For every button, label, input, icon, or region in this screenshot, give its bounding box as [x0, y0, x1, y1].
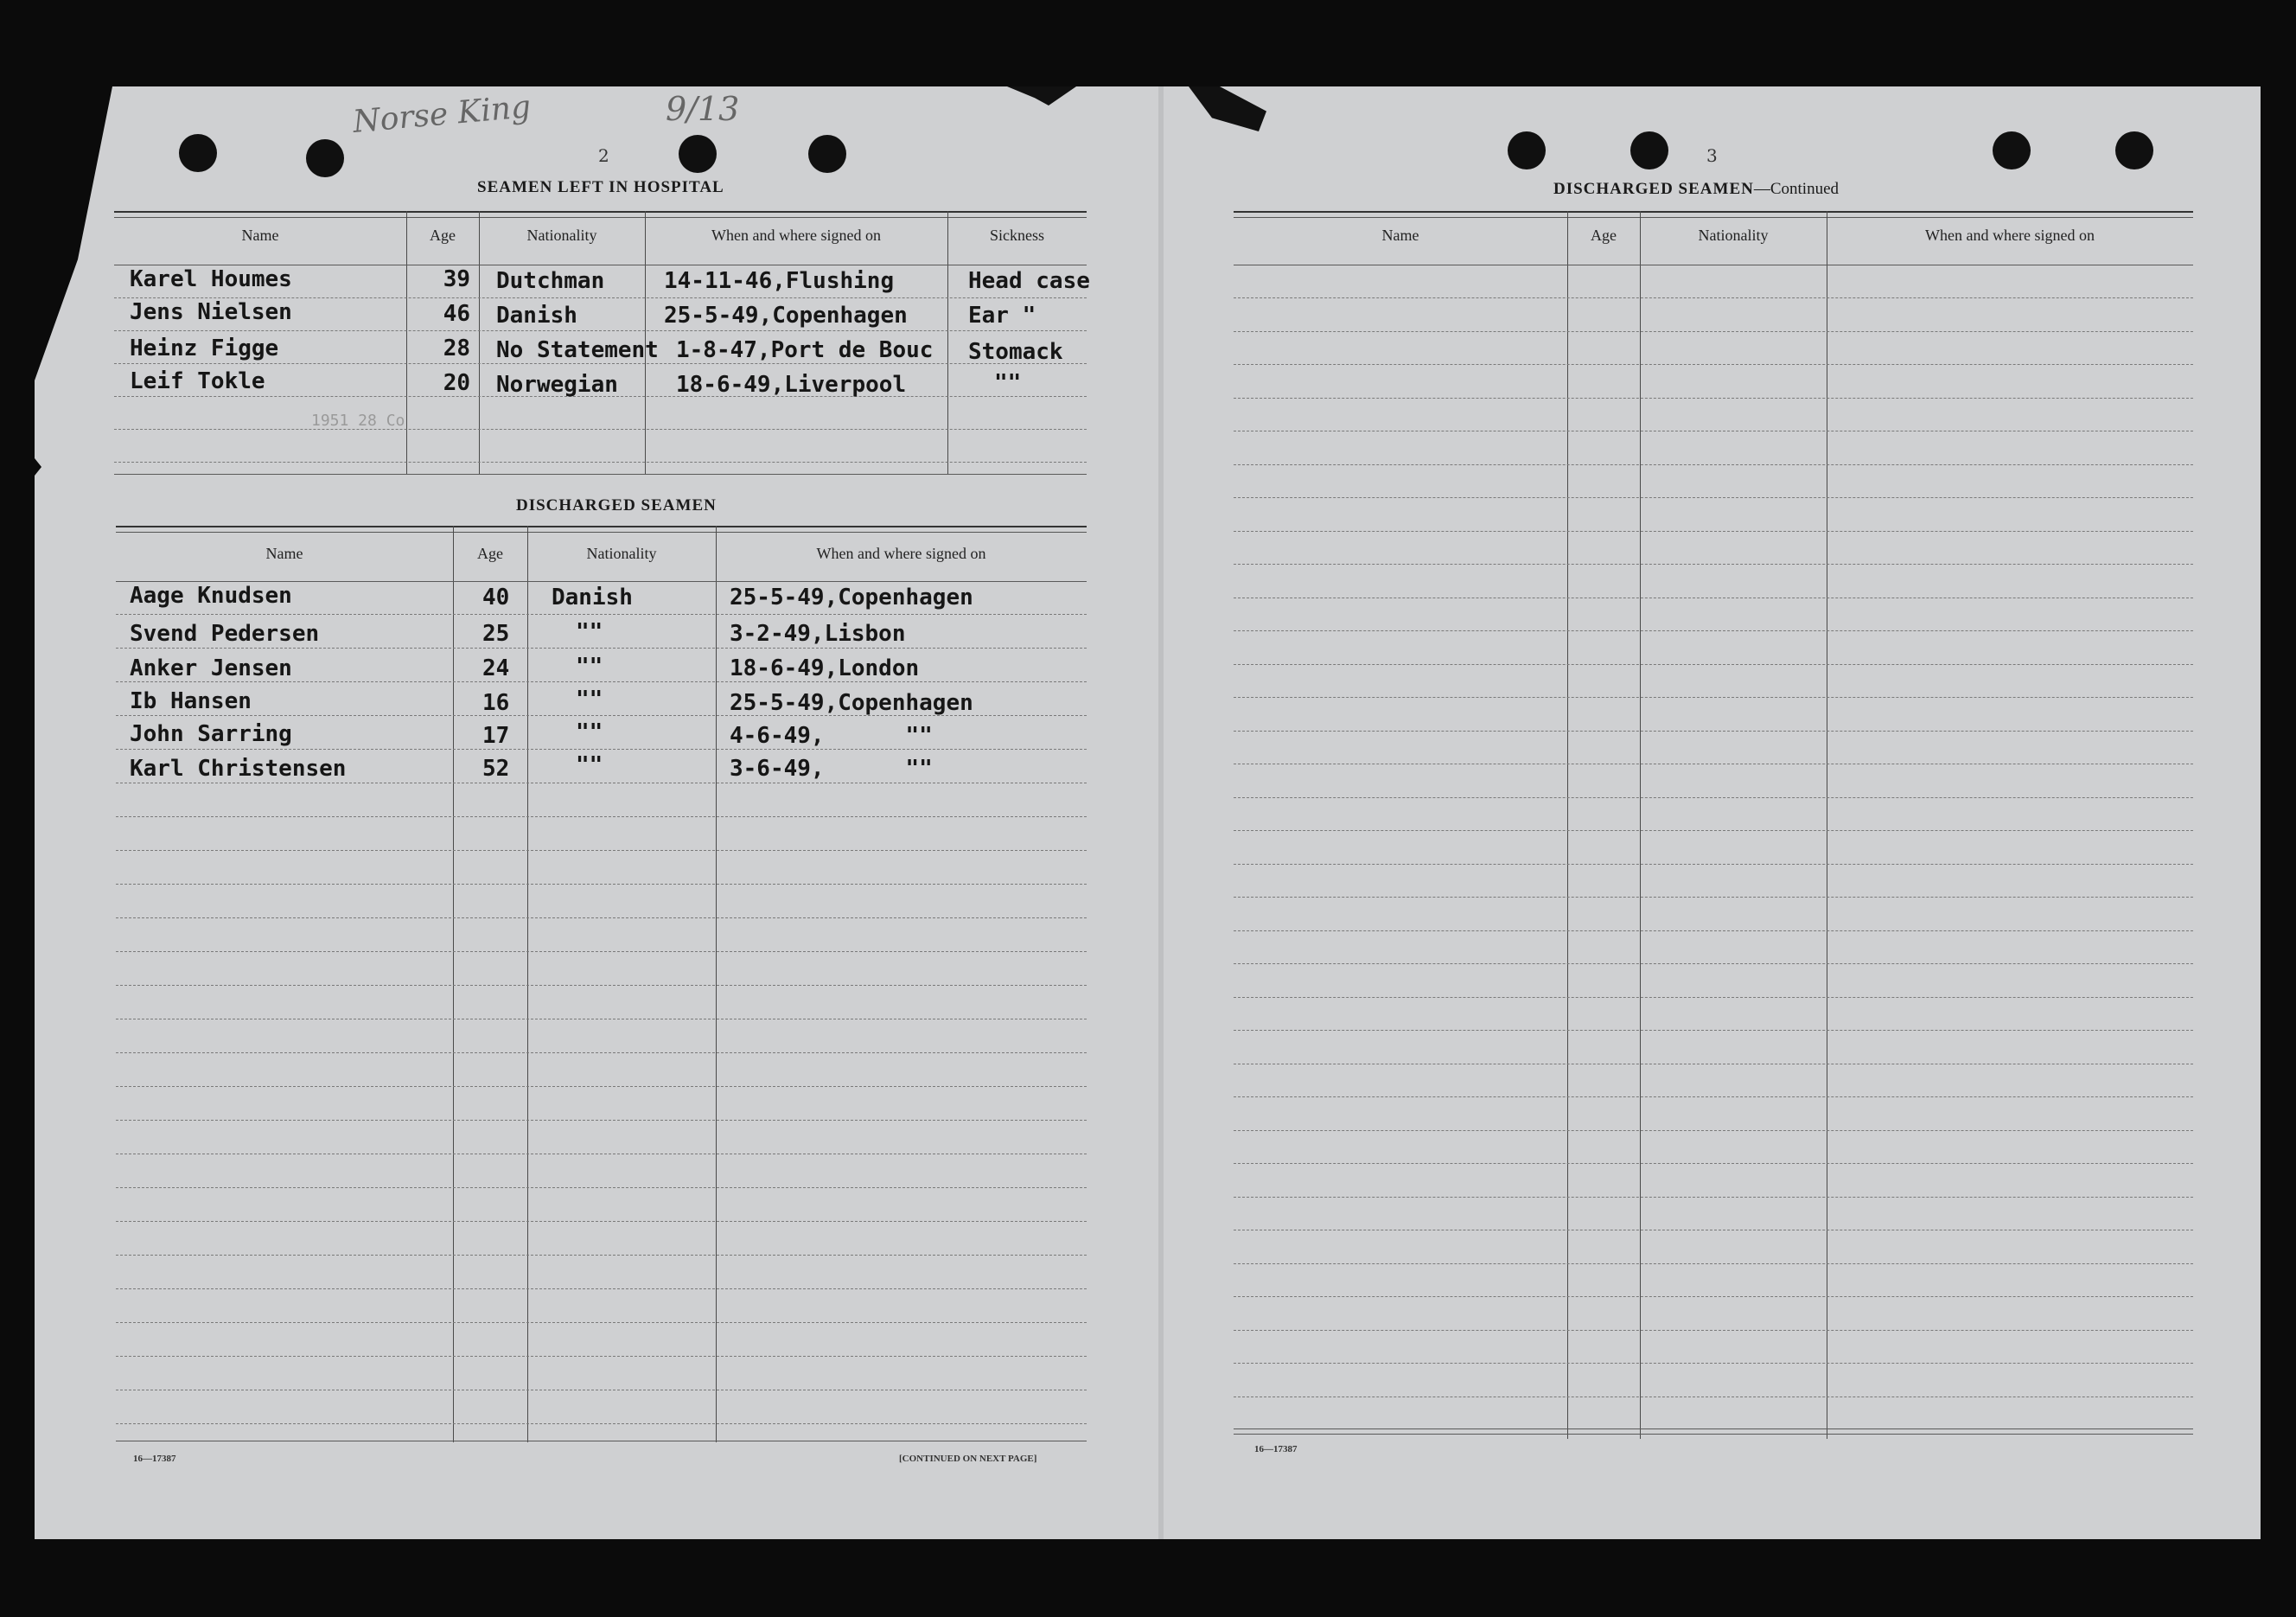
hospital-name: Leif Tokle	[130, 368, 265, 394]
column-header-signed-on: When and where signed on	[711, 227, 881, 244]
hospital-sickness: ""	[994, 370, 1022, 396]
column-header-signed-on: When and where signed on	[1925, 227, 2095, 244]
hospital-nationality: Dutchman	[496, 268, 605, 294]
discharged-signed-on: 4-6-49, ""	[730, 723, 933, 749]
ruled-line	[1234, 1030, 2193, 1031]
continued-title-suffix: —Continued	[1753, 180, 1840, 198]
handwritten-vessel-name: Norse King	[351, 89, 533, 140]
discharged-age: 25	[482, 621, 510, 647]
ruled-line	[116, 749, 1087, 750]
ruled-line	[1234, 1263, 2193, 1264]
hospital-signed-on: 25-5-49,Copenhagen	[664, 303, 908, 329]
hospital-signed-on: 18-6-49,Liverpool	[676, 372, 907, 398]
ruled-line	[1234, 830, 2193, 831]
discharged-name: Anker Jensen	[130, 655, 292, 681]
discharged-nationality: ""	[576, 752, 603, 778]
ruled-line	[1234, 963, 2193, 964]
hospital-age: 46	[443, 301, 470, 327]
hospital-sickness: Ear "	[968, 303, 1036, 329]
punch-hole	[1993, 131, 2031, 169]
page-fold	[1158, 86, 1164, 1539]
hospital-title: SEAMEN LEFT IN HOSPITAL	[477, 178, 724, 196]
discharged-signed-on: 25-5-49,Copenhagen	[730, 585, 973, 610]
ruled-line	[1234, 1296, 2193, 1297]
discharged-age: 17	[482, 723, 510, 749]
ruled-line	[1234, 630, 2193, 631]
ruled-line	[1234, 1197, 2193, 1198]
discharged-nationality: ""	[576, 619, 603, 645]
hospital-name: Jens Nielsen	[130, 299, 292, 325]
ruled-line	[1234, 297, 2193, 298]
continued-title-main: DISCHARGED SEAMEN	[1553, 180, 1754, 198]
punch-hole	[2115, 131, 2153, 169]
discharged-name: Ib Hansen	[130, 688, 252, 714]
ruled-line	[116, 850, 1087, 851]
faint-stamp: 1951 28 Co	[311, 412, 405, 430]
ruled-line	[116, 1187, 1087, 1188]
ruled-line	[1234, 1096, 2193, 1097]
hospital-age: 39	[443, 266, 470, 292]
discharged-signed-on: 18-6-49,London	[730, 655, 920, 681]
ruled-line	[1234, 531, 2193, 532]
discharged-nationality: ""	[576, 654, 603, 680]
ruled-line	[116, 648, 1087, 649]
hospital-nationality: Norwegian	[496, 372, 618, 398]
handwritten-fraction: 9/13	[666, 90, 740, 128]
ruled-line	[1234, 364, 2193, 365]
column-header-signed-on: When and where signed on	[816, 545, 986, 562]
discharged-nationality: Danish	[552, 585, 633, 610]
punch-hole	[1508, 131, 1546, 169]
hospital-age: 28	[443, 336, 470, 361]
discharged-name: Aage Knudsen	[130, 583, 292, 609]
ruled-line	[1234, 1396, 2193, 1397]
ruled-line	[1234, 797, 2193, 798]
ruled-line	[116, 884, 1087, 885]
ruled-line	[116, 985, 1087, 986]
discharged-signed-on: 25-5-49,Copenhagen	[730, 690, 973, 716]
ruled-line	[1234, 464, 2193, 465]
discharged-name: Svend Pedersen	[130, 621, 320, 647]
continued-note: [CONTINUED ON NEXT PAGE]	[899, 1454, 1037, 1464]
ruled-line	[116, 1356, 1087, 1357]
discharged-nationality: ""	[576, 687, 603, 713]
column-header-age: Age	[1591, 227, 1617, 244]
hospital-signed-on: 1-8-47,Port de Bouc	[676, 337, 934, 363]
ruled-line	[1234, 331, 2193, 332]
ruled-line	[1234, 997, 2193, 998]
discharged-title: DISCHARGED SEAMEN	[516, 496, 717, 514]
continued-title	[1553, 180, 1839, 199]
ruled-line	[116, 1255, 1087, 1256]
column-header-name: Name	[241, 227, 279, 244]
hospital-table	[114, 211, 1090, 475]
ruled-line	[116, 1221, 1087, 1222]
ruled-line	[116, 917, 1087, 918]
form-number: 16—17387	[133, 1454, 176, 1464]
ruled-line	[116, 1288, 1087, 1289]
discharged-age: 24	[482, 655, 510, 681]
hospital-signed-on: 14-11-46,Flushing	[664, 268, 895, 294]
punch-hole	[179, 134, 217, 172]
punch-hole	[679, 135, 717, 173]
ruled-line	[1234, 930, 2193, 931]
punch-hole	[1630, 131, 1668, 169]
column-header-nationality: Nationality	[586, 545, 657, 562]
discharged-nationality: ""	[576, 719, 603, 745]
discharged-age: 52	[482, 756, 510, 782]
discharged-age: 16	[482, 690, 510, 716]
ruled-line	[1234, 1363, 2193, 1364]
discharged-table	[116, 526, 1087, 1442]
column-header-nationality: Nationality	[526, 227, 597, 244]
hospital-age: 20	[443, 370, 470, 396]
ruled-line	[1234, 664, 2193, 665]
hospital-sickness: Stomack	[968, 339, 1063, 365]
discharged-name: John Sarring	[130, 721, 292, 747]
ruled-line	[1234, 897, 2193, 898]
discharged-age: 40	[482, 585, 510, 610]
ruled-line	[1234, 497, 2193, 498]
ruled-line	[116, 1052, 1087, 1053]
ruled-line	[1234, 731, 2193, 732]
ruled-line	[1234, 1163, 2193, 1164]
column-header-sickness: Sickness	[990, 227, 1044, 244]
punch-hole	[306, 139, 344, 177]
ruled-line	[1234, 564, 2193, 565]
ruled-line	[116, 1086, 1087, 1087]
ruled-line	[1234, 398, 2193, 399]
ruled-line	[116, 951, 1087, 952]
ruled-line	[116, 816, 1087, 817]
ruled-line	[116, 1120, 1087, 1121]
ruled-line	[1234, 1130, 2193, 1131]
ruled-line	[116, 1423, 1087, 1424]
hospital-nationality: No Statement	[496, 337, 659, 363]
ruled-line	[116, 1322, 1087, 1323]
discharged-continued-table	[1234, 211, 2193, 1439]
page-number: 2	[598, 145, 609, 166]
form-number: 16—17387	[1254, 1444, 1298, 1454]
page-number: 3	[1706, 145, 1718, 166]
ruled-line	[116, 614, 1087, 615]
hospital-name: Heinz Figge	[130, 336, 279, 361]
ruled-line	[1234, 697, 2193, 698]
discharged-signed-on: 3-6-49, ""	[730, 756, 933, 782]
hospital-sickness: Head case	[968, 268, 1090, 294]
discharged-name: Karl Christensen	[130, 756, 347, 782]
column-header-age: Age	[430, 227, 456, 244]
discharged-signed-on: 3-2-49,Lisbon	[730, 621, 906, 647]
column-header-age: Age	[477, 545, 503, 562]
ruled-line	[1234, 864, 2193, 865]
hospital-nationality: Danish	[496, 303, 577, 329]
ruled-line	[1234, 1330, 2193, 1331]
column-header-name: Name	[1381, 227, 1419, 244]
punch-hole	[808, 135, 846, 173]
column-header-name: Name	[265, 545, 303, 562]
ruled-line	[116, 681, 1087, 682]
hospital-name: Karel Houmes	[130, 266, 292, 292]
column-header-nationality: Nationality	[1698, 227, 1769, 244]
